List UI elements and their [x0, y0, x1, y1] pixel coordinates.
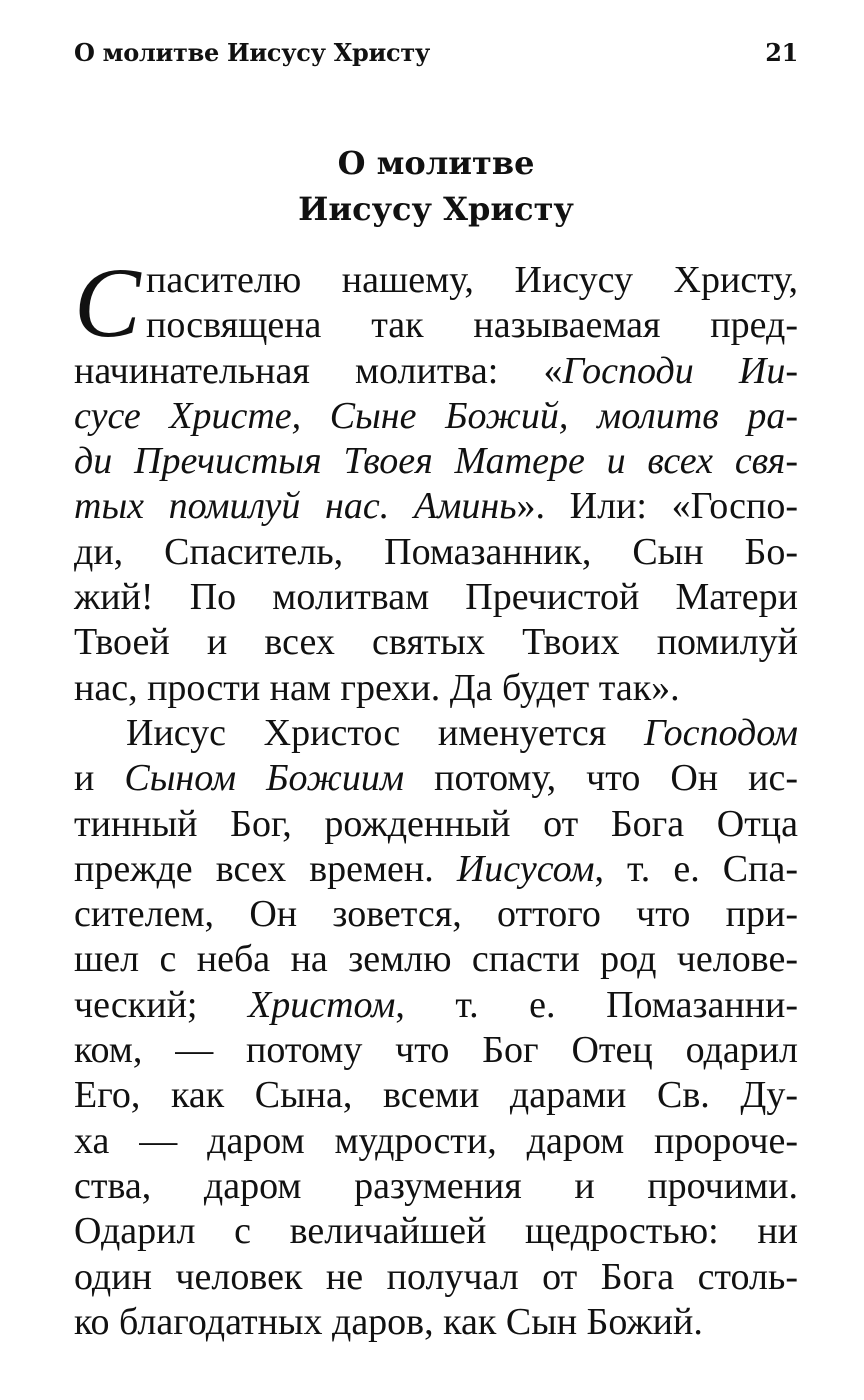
- text-run: , т. е. Спа-: [594, 847, 798, 890]
- paragraph-1: [74, 247, 799, 711]
- paragraph-2-line: [74, 1255, 798, 1300]
- text-run: Одарил с величайшей щедростью: ни: [74, 1210, 798, 1253]
- text-run: Его, как Сына, всеми дарами Св. Ду-: [74, 1074, 798, 1117]
- paragraph-2-line: [74, 1300, 798, 1345]
- italic-text: Господи Ии-: [562, 349, 799, 392]
- text-run: ха — даром мудрости, даром пророче-: [74, 1119, 798, 1162]
- paragraph-1-line: [74, 349, 798, 394]
- paragraph-1-line: [74, 439, 798, 484]
- paragraph-2-line: [74, 847, 798, 892]
- italic-text: Сыном Божиим: [124, 757, 405, 800]
- paragraph-1-line: [74, 303, 798, 348]
- section-title: [74, 140, 798, 232]
- text-run: потому, что Он ис-: [404, 757, 798, 800]
- page-number: 21: [765, 38, 798, 67]
- paragraph-2-line: [74, 1209, 798, 1254]
- italic-text: ди Пречистыя Твоея Матере и всех свя-: [74, 440, 798, 483]
- section-title-line-2: Иисусу Христу: [298, 190, 574, 228]
- text-run: , т. е. Помазанни-: [395, 983, 799, 1026]
- text-run: прежде всех времен.: [74, 847, 457, 890]
- text-run: посвящена так называемая пред-: [146, 304, 798, 347]
- running-title: О молитве Иисусу Христу: [74, 38, 430, 67]
- paragraph-2-line: [74, 1073, 798, 1118]
- text-run: ». Или: «Госпо-: [516, 485, 799, 528]
- italic-text: Иисусом: [456, 847, 595, 890]
- text-run: ко благодатных даров, как Сын Божий.: [74, 1300, 703, 1343]
- paragraph-2-line: [74, 1028, 798, 1073]
- text-run: и: [74, 757, 125, 800]
- paragraph-2-line: [74, 892, 798, 937]
- paragraph-1-line: [74, 258, 798, 303]
- paragraph-1-line: [74, 530, 798, 575]
- text-run: ческий;: [74, 983, 249, 1026]
- paragraph-1-line: [74, 575, 798, 620]
- paragraph-2-line: [74, 983, 798, 1028]
- text-run: ком, — потому что Бог Отец одарил: [74, 1029, 798, 1072]
- paragraph-1-line: [74, 666, 798, 711]
- text-run: сителем, Он зовется, оттого что при-: [74, 893, 798, 936]
- italic-text: Христом: [248, 983, 396, 1026]
- paragraph-2: [74, 711, 798, 1345]
- paragraph-2-line: [74, 711, 798, 756]
- section-title-line-1: О молитве: [337, 144, 535, 182]
- running-header: [74, 38, 798, 67]
- text-run: начинательная молитва: «: [74, 349, 563, 392]
- italic-text: тых помилуй нас. Аминь: [74, 485, 517, 528]
- paragraph-2-line: [74, 756, 798, 801]
- text-run: Твоей и всех святых Твоих помилуй: [74, 621, 798, 664]
- paragraph-2-line: [74, 1164, 798, 1209]
- text-run: Иисус Христос именуется: [126, 711, 644, 754]
- drop-cap: С: [74, 247, 141, 358]
- paragraph-1-line: [74, 484, 798, 529]
- text-run: пасителю нашему, Иисусу Христу,: [146, 259, 798, 301]
- text-run: ди, Спаситель, Помазанник, Сын Бо-: [74, 530, 798, 573]
- text-run: шел с неба на землю спасти род челове-: [74, 938, 798, 981]
- paragraph-2-line: [74, 802, 798, 847]
- text-run: жий! По молитвам Пречистой Матери: [74, 576, 798, 619]
- text-run: тинный Бог, рожденный от Бога Отца: [74, 802, 798, 845]
- text-run: ства, даром разумения и прочими.: [74, 1164, 798, 1207]
- paragraph-1-line: [74, 620, 798, 665]
- italic-text: сусе Христе, Сыне Божий, молитв ра-: [74, 394, 798, 437]
- text-run: нас, прости нам грехи. Да будет так».: [74, 666, 680, 709]
- body-text: [74, 247, 799, 1345]
- paragraph-2-line: [74, 937, 798, 982]
- paragraph-2-line: [74, 1119, 798, 1164]
- italic-text: Господом: [643, 711, 798, 754]
- text-run: один человек не получал от Бога столь-: [74, 1255, 798, 1298]
- paragraph-1-line: [74, 394, 798, 439]
